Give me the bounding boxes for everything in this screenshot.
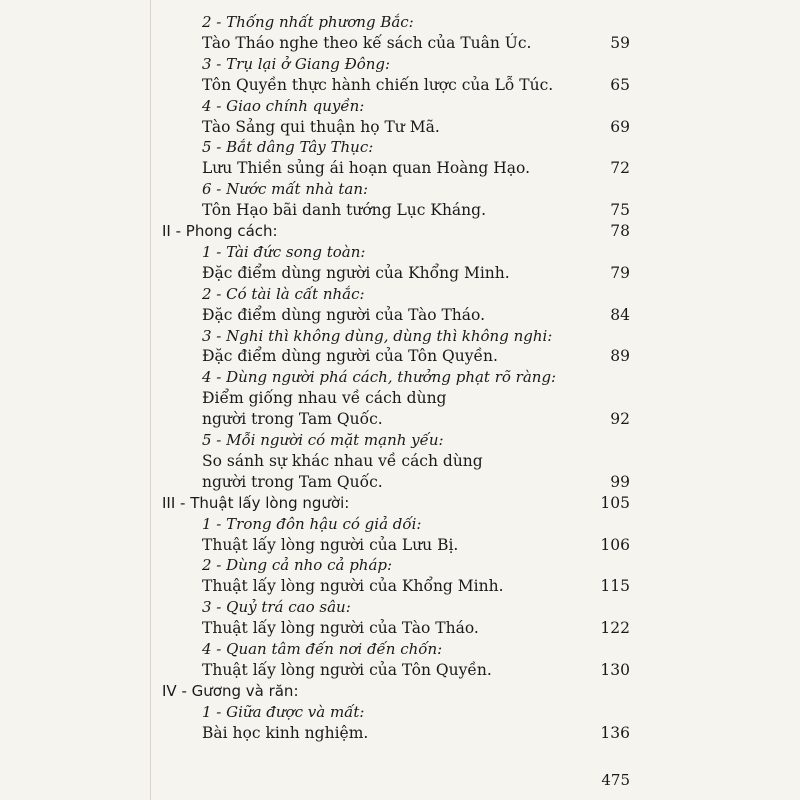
toc-page-number: 59 — [610, 33, 630, 52]
toc-subheading: 2 - Dùng cả nho cả pháp: — [202, 556, 393, 575]
toc-entry-text: Thuật lấy lòng người của Tôn Quyền. — [202, 660, 492, 679]
toc-entry-text: So sánh sự khác nhau về cách dùng — [202, 451, 483, 470]
toc-entry-text: Tôn Hạo bãi danh tướng Lục Kháng. — [202, 201, 486, 220]
toc-page-number: 89 — [610, 347, 630, 366]
toc-page-number: 122 — [600, 619, 630, 638]
toc-page-number: 75 — [610, 201, 630, 220]
toc-page-number: 115 — [600, 577, 630, 596]
toc-subheading: 3 - Nghi thì không dùng, dùng thì không nghi: — [202, 326, 553, 345]
toc-entry-text: Lưu Thiền sủng ái hoạn quan Hoàng Hạo. — [202, 159, 530, 178]
toc-subheading: 3 - Quỷ trá cao sâu: — [202, 598, 351, 617]
toc-subheading: 1 - Giữa được và mất: — [202, 702, 365, 721]
toc-line-entry — [0, 719, 800, 747]
toc-page-number: 79 — [610, 263, 630, 282]
toc-page-number: 72 — [610, 159, 630, 178]
toc-entry-text: Thuật lấy lòng người của Lưu Bị. — [202, 535, 459, 554]
toc-page-number: 105 — [600, 493, 630, 512]
toc-subheading: 6 - Nước mất nhà tan: — [202, 180, 369, 199]
toc-entry-text: Bài học kinh nghiệm. — [202, 723, 369, 742]
toc-entry-text: Đặc điểm dùng người của Tôn Quyền. — [202, 347, 498, 366]
toc-subheading: 3 - Trụ lại ở Giang Đông: — [202, 54, 391, 73]
toc-section-title: III - Thuật lấy lòng người: — [162, 493, 350, 512]
toc-entry-text: Thuật lấy lòng người của Tào Tháo. — [202, 619, 479, 638]
toc-page-number: 99 — [610, 472, 630, 491]
toc-page-number: 130 — [600, 660, 630, 679]
toc-page-number: 69 — [610, 117, 630, 136]
toc-section-title: IV - Gương và răn: — [162, 681, 299, 700]
page-number: 475 — [601, 771, 630, 789]
toc-subheading: 4 - Dùng người phá cách, thưởng phạt rõ ràng: — [202, 368, 557, 387]
toc-subheading: 2 - Có tài là cất nhắc: — [202, 284, 365, 303]
toc-section-title: II - Phong cách: — [162, 222, 278, 240]
toc-page-number: 78 — [610, 222, 630, 240]
toc-subheading: 5 - Mỗi người có mặt mạnh yếu: — [202, 431, 444, 449]
toc-subheading: 1 - Trong đôn hậu có giả dối: — [202, 514, 422, 533]
toc-entry-text: Đặc điểm dùng người của Tào Tháo. — [202, 305, 486, 324]
toc-page-number: 92 — [610, 410, 630, 429]
toc-entry-text: Tào Tháo nghe theo kế sách của Tuân Úc. — [202, 33, 532, 52]
toc-page-number: 106 — [600, 535, 630, 554]
toc-page-number: 136 — [600, 723, 630, 742]
toc-entry-text: Thuật lấy lòng người của Khổng Minh. — [202, 577, 504, 596]
toc-entry-text: Điểm giống nhau về cách dùng — [202, 389, 447, 408]
toc-subheading: 5 - Bắt dâng Tây Thục: — [202, 138, 374, 157]
toc-entry-text: người trong Tam Quốc. — [202, 410, 383, 429]
toc-subheading: 4 - Quan tâm đến nơi đến chốn: — [202, 640, 443, 658]
toc-subheading: 2 - Thống nhất phương Bắc: — [202, 13, 414, 31]
toc-page-number: 65 — [610, 75, 630, 94]
toc-page-number: 84 — [610, 305, 630, 324]
toc-subheading: 4 - Giao chính quyền: — [202, 96, 365, 115]
toc-entry-text: Đặc điểm dùng người của Khổng Minh. — [202, 263, 510, 282]
toc-subheading: 1 - Tài đức song toàn: — [202, 242, 366, 261]
toc-entry-text: Tào Sảng qui thuận họ Tư Mã. — [202, 117, 440, 136]
toc-entry-text: Tôn Quyền thực hành chiến lược của Lỗ Túc. — [202, 75, 554, 94]
toc-entry-text: người trong Tam Quốc. — [202, 472, 383, 491]
